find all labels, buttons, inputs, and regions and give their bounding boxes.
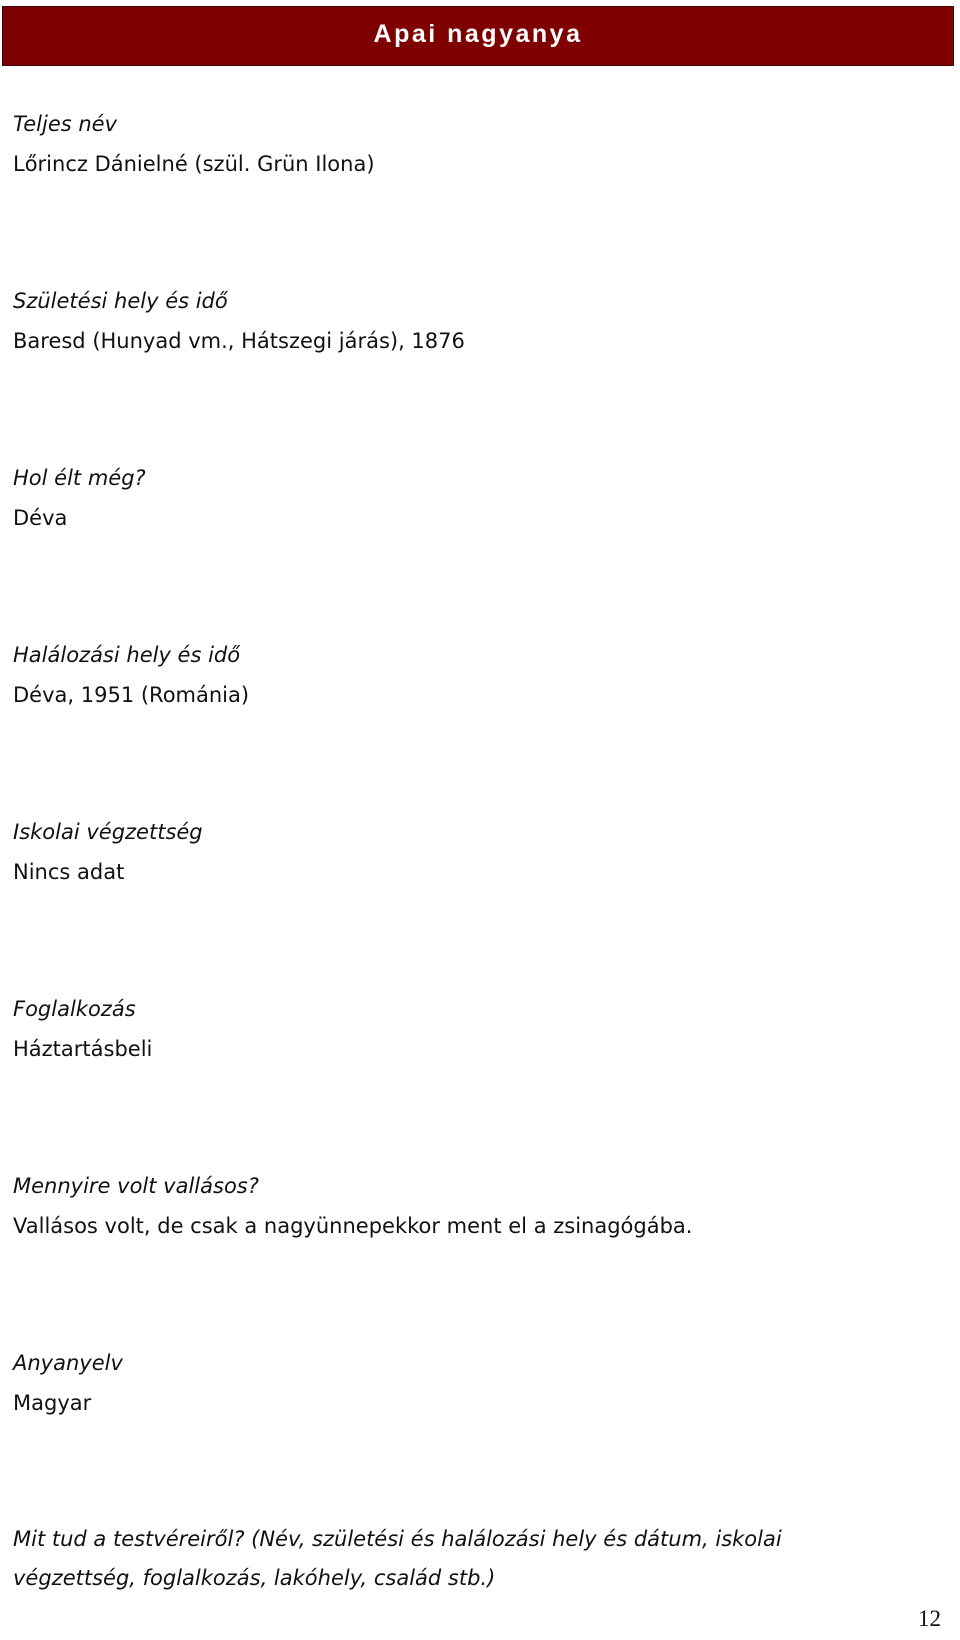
field-label: Iskolai végzettség (13, 820, 203, 844)
page-number: 12 (918, 1606, 941, 1631)
section-title: Apai nagyanya (373, 19, 583, 48)
field-label: Foglalkozás (13, 997, 136, 1021)
field-death-place-date (13, 635, 943, 715)
field-value: Déva, 1951 (Románia) (13, 683, 250, 707)
field-siblings (13, 1520, 943, 1598)
field-full-name (13, 104, 943, 184)
field-label: Születési hely és idő (13, 289, 228, 313)
section-header (2, 6, 954, 66)
field-label: Mit tud a testvéreiről? (Név, születési és halálozási hely és dátum, iskolai végzettség, foglalkozás, lakóhely, család stb.) (13, 1527, 782, 1590)
field-value: Vallásos volt, de csak a nagyünnepekkor ment el a zsinagógába. (13, 1214, 693, 1238)
field-label: Hol élt még? (13, 466, 146, 490)
field-value: Déva (13, 506, 68, 530)
field-label: Teljes név (13, 112, 118, 136)
field-native-language (13, 1343, 943, 1423)
field-education (13, 812, 943, 892)
field-label: Halálozási hely és idő (13, 643, 241, 667)
field-label: Mennyire volt vallásos? (13, 1174, 259, 1198)
field-label: Anyanyelv (13, 1351, 123, 1375)
field-occupation (13, 989, 943, 1069)
field-value: Háztartásbeli (13, 1037, 153, 1061)
field-value: Nincs adat (13, 860, 125, 884)
field-other-residence (13, 458, 943, 538)
field-value: Baresd (Hunyad vm., Hátszegi járás), 1876 (13, 329, 465, 353)
field-value: Lőrincz Dánielné (szül. Grün Ilona) (13, 152, 375, 176)
field-value: Magyar (13, 1391, 92, 1415)
field-birth-place-date (13, 281, 943, 361)
field-religiousness (13, 1166, 943, 1246)
